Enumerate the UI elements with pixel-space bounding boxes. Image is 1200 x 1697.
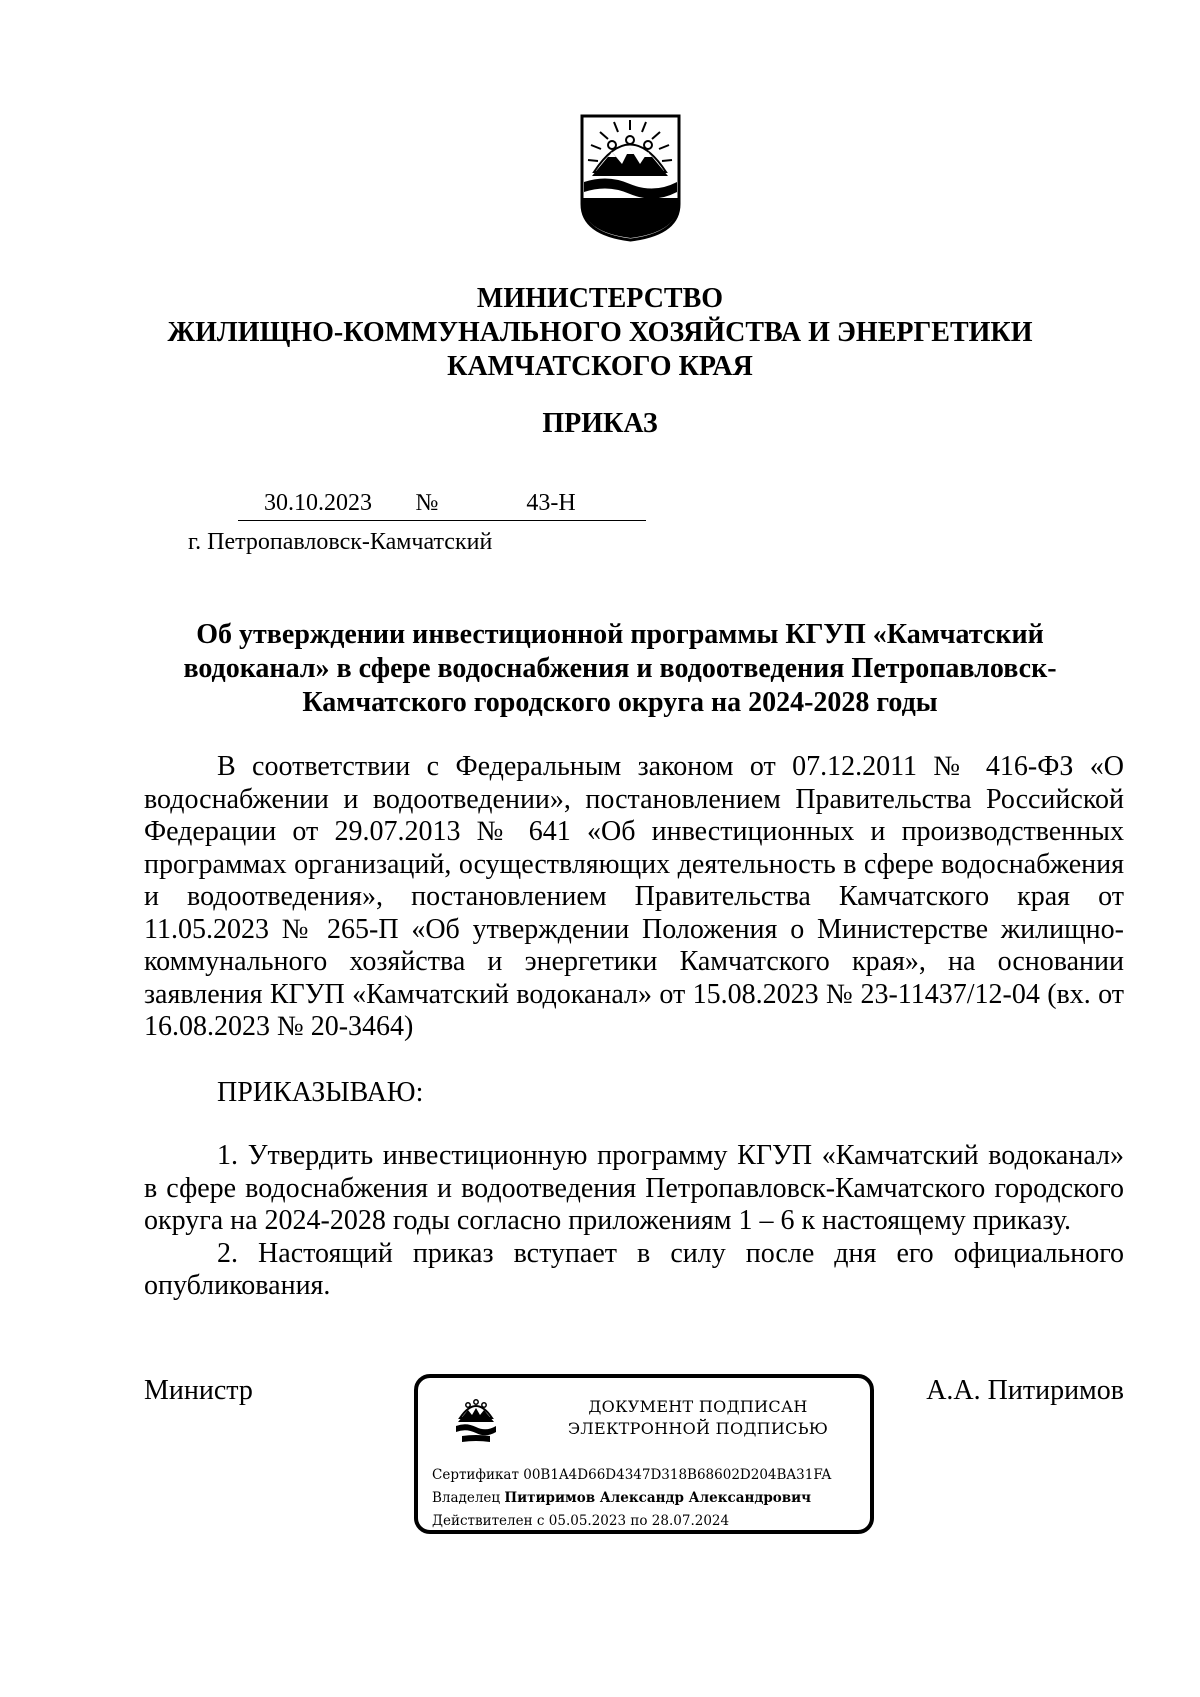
e-signature-heading-line-1: ДОКУМЕНТ ПОДПИСАН [588,1397,808,1416]
order-item-1: 1. Утвердить инвестиционную программу КГУП «Камчатский водоканал» в сфере водоснабжения и водоотведения Петропавловск-Камчатского городского округа на 2024-2028 годы согласно приложениям 1 – 6 к настоящему приказу. [144,1140,1124,1236]
subject-line-3: Камчатского городского округа на 2024-2028 годы [302,687,938,718]
order-city: г. Петропавловск-Камчатский [188,529,493,555]
document-type: ПРИКАЗ [542,408,658,439]
e-signature-heading [528,1396,868,1440]
e-signature-heading-line-2: ЭЛЕКТРОННОЙ ПОДПИСЬЮ [567,1419,829,1438]
e-signature-stamp [414,1374,874,1534]
owner-value: Питиримов Александр Александрович [504,1490,812,1506]
order-subject [150,618,1090,720]
valid-label: Действителен с [432,1513,545,1529]
order-items [144,1140,1124,1303]
ministry-line-1: МИНИСТЕРСТВО [476,283,724,314]
ministry-line-2: ЖИЛИЩНО-КОММУНАЛЬНОГО ХОЗЯЙСТВА И ЭНЕРГЕТИКИ [167,317,1033,348]
validity-line [432,1512,729,1530]
valid-to-label: по [630,1513,648,1529]
valid-from: 05.05.2023 [548,1513,627,1529]
valid-to: 28.07.2024 [651,1513,730,1529]
order-date: 30.10.2023 [238,488,398,521]
ministry-header [100,282,1100,384]
preamble-block [144,751,1124,1044]
ministry-line-3: КАМЧАТСКОГО КРАЯ [447,351,753,382]
order-number-sign: № [398,488,456,521]
kamchatka-emblem-small-icon [454,1396,498,1444]
certificate-line [432,1466,831,1484]
order-word: ПРИКАЗЫВАЮ: [217,1077,424,1108]
signatory-name: А.А. Питиримов [926,1375,1124,1406]
owner-line [432,1489,811,1507]
kamchatka-coat-of-arms-icon [578,112,683,242]
signatory-title: Министр [144,1375,253,1406]
certificate-label: Сертификат [432,1467,519,1483]
order-number: 43-Н [456,488,646,521]
order-item-2: 2. Настоящий приказ вступает в силу после дня его официального опубликования. [144,1237,1124,1301]
owner-label: Владелец [432,1490,501,1506]
preamble-text: В соответствии с Федеральным законом от 07.12.2011 № 416-ФЗ «О водоснабжении и водоотведении», постановлением Правительства Российской Федерации от 29.07.2013 № 641 «Об инвестиционных и производственных программах организаций, осуществляющих деятельность в сфере водоснабжения и водоотведения», постановлением Правительства Камчатского края от 11.05.2023 № 265-П «Об утверждении Положения о Министерстве жилищно-коммунального хозяйства и энергетики Камчатского края», на основании заявления КГУП «Камчатский водоканал» от 15.08.2023 № 23-11437/12-04 (вх. от 16.08.2023 № 20-3464) [144,751,1124,1042]
subject-line-1: Об утверждении инвестиционной программы КГУП «Камчатский [196,619,1044,650]
certificate-value: 00B1A4D66D4347D318B68602D204BA31FA [523,1467,832,1483]
subject-line-2: водоканал» в сфере водоснабжения и водоотведения Петропавловск- [183,653,1057,684]
